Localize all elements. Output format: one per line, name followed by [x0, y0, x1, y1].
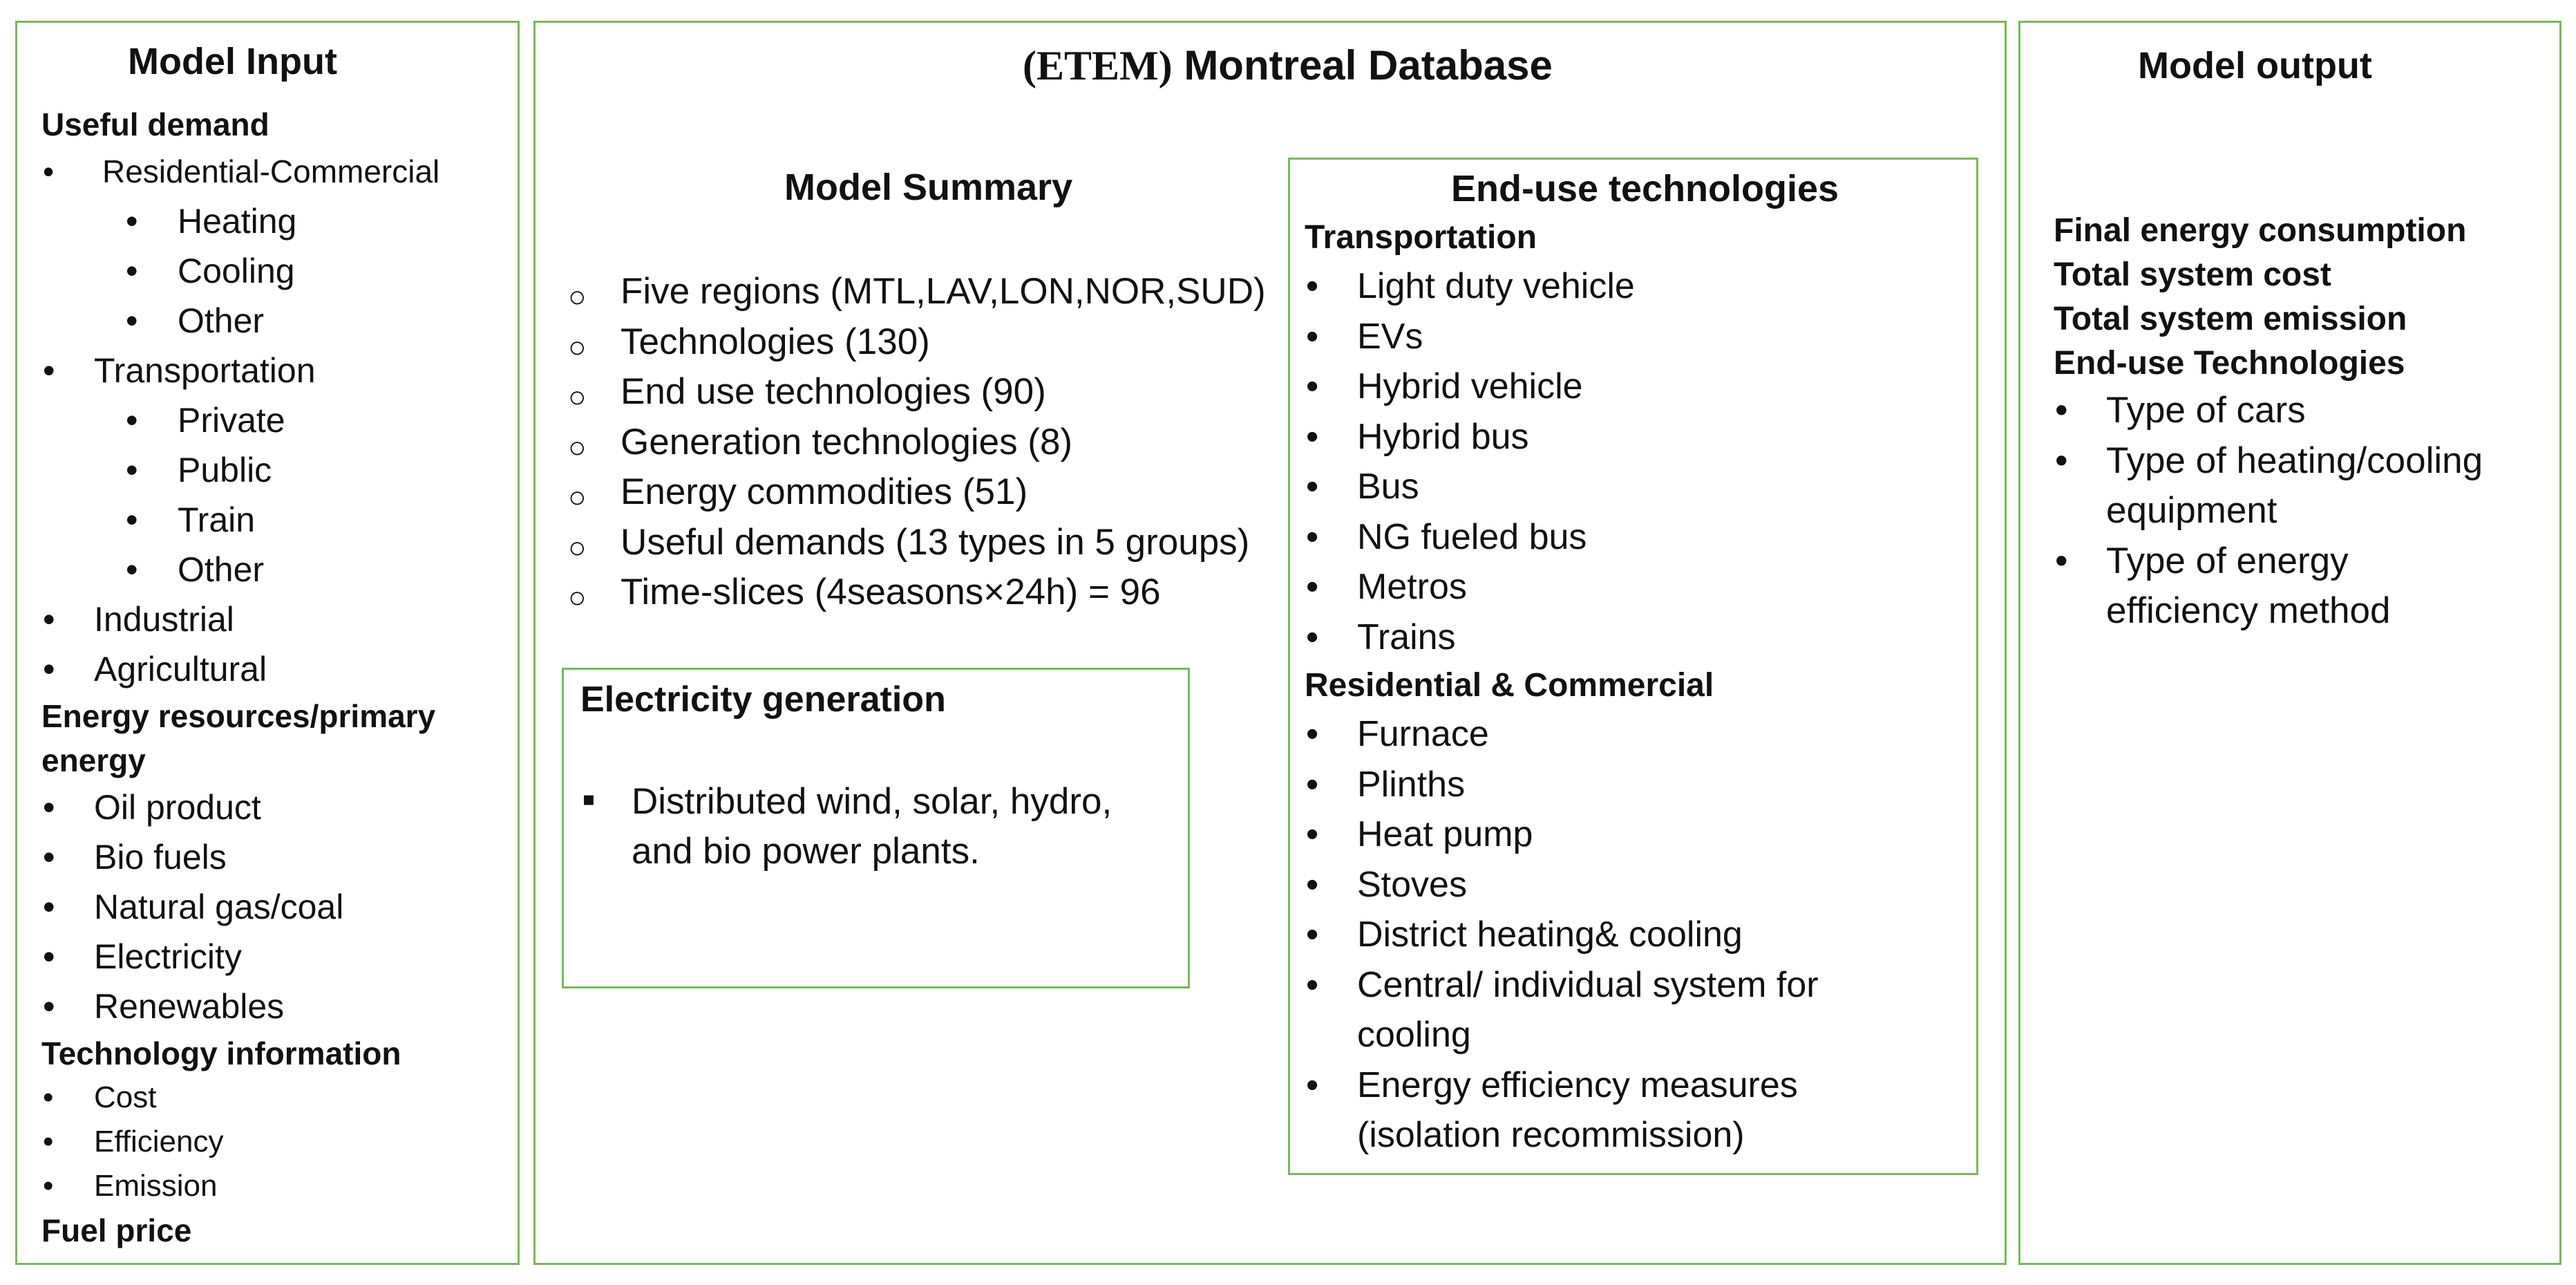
fuel-price-heading: Fuel price: [41, 1212, 192, 1248]
database-title: [1023, 41, 1553, 90]
energy-resources-heading: Energy resources/primary energy: [41, 698, 436, 778]
residential-commercial-heading: Residential & Commercial: [1305, 667, 1714, 704]
list-item: • Electricity: [41, 932, 511, 982]
list-item: • Heat pump: [1305, 809, 1968, 860]
list-item: • Heating: [41, 196, 511, 246]
list-item: • Metros: [1305, 562, 1968, 612]
list-item: • Public: [41, 445, 511, 495]
list-item: • Light duty vehicle: [1305, 261, 1968, 312]
list-item: • Other: [41, 296, 511, 346]
list-item: ▪ Distributed wind, solar, hydro, and bio power plants.: [580, 777, 1175, 876]
list-item: • Hybrid vehicle: [1305, 362, 1968, 412]
electricity-generation-title: Electricity generation: [580, 679, 946, 720]
model-output-content: [2054, 209, 2551, 637]
transportation-heading: Transportation: [1305, 219, 1537, 256]
electricity-generation-list: [580, 777, 1175, 876]
model-summary-list: [568, 267, 1266, 618]
model-input-content: [41, 102, 511, 1253]
list-item: • Other: [41, 545, 511, 594]
list-item: ○ Time-slices (4seasons×24h) = 96: [568, 568, 1266, 618]
end-use-technologies-title: End-use technologies: [1451, 168, 1839, 209]
list-item: • Hybrid bus: [1305, 412, 1968, 462]
list-item: • Type of cars: [2054, 386, 2551, 436]
list-item: • Type of heating/cooling equipment: [2054, 436, 2493, 536]
list-item: • Energy efficiency measures (isolation recommission): [1305, 1060, 1882, 1161]
list-item: • Natural gas/coal: [41, 882, 511, 932]
list-item: • Industrial: [41, 594, 511, 644]
list-item: • Bio fuels: [41, 832, 511, 882]
list-item: • District heating& cooling: [1305, 910, 1968, 960]
list-item: • Cooling: [41, 246, 511, 296]
model-output-list: [2054, 386, 2551, 637]
model-output-panel: [2018, 21, 2561, 1265]
list-item: • Efficiency: [41, 1120, 511, 1164]
output-heading: Total system cost: [2054, 256, 2331, 293]
output-heading: Total system emission: [2054, 301, 2407, 337]
end-use-technologies-content: [1305, 214, 1968, 1161]
list-item: • Train: [41, 495, 511, 545]
list-item: • Residential-Commercial: [41, 147, 511, 196]
list-item: ○ Energy commodities (51): [568, 467, 1266, 518]
list-item: • Bus: [1305, 462, 1968, 512]
list-item: • Trains: [1305, 612, 1968, 663]
list-item: ○ End use technologies (90): [568, 367, 1266, 418]
list-item: • Plinths: [1305, 760, 1968, 810]
transportation-list: [1305, 261, 1968, 662]
list-item: • Stoves: [1305, 860, 1968, 910]
database-title-prefix: (ETEM): [1023, 43, 1173, 88]
list-item: • Emission: [41, 1164, 511, 1208]
useful-demand-heading: Useful demand: [41, 106, 269, 142]
model-input-title: Model Input: [128, 41, 337, 82]
list-item: • NG fueled bus: [1305, 512, 1968, 563]
list-item: ○ Five regions (MTL,LAV,LON,NOR,SUD): [568, 267, 1266, 317]
energy-resources-list: [41, 782, 511, 1031]
list-item: • Central/ individual system for cooling: [1305, 960, 1882, 1060]
list-item: • Transportation: [41, 346, 511, 395]
output-heading: End-use Technologies: [2054, 345, 2405, 382]
residential-commercial-list: [1305, 709, 1968, 1161]
useful-demand-list: [41, 147, 511, 694]
list-item: ○ Generation technologies (8): [568, 418, 1266, 468]
list-item: • Agricultural: [41, 644, 511, 694]
list-item: • Furnace: [1305, 709, 1968, 760]
list-item: ○ Technologies (130): [568, 317, 1266, 368]
model-summary-title: Model Summary: [784, 167, 1073, 208]
list-item: • Type of energy efficiency method: [2054, 536, 2493, 637]
list-item: • Oil product: [41, 782, 511, 832]
list-item: • Private: [41, 395, 511, 445]
output-heading: Final energy consumption: [2054, 212, 2467, 249]
database-title-suffix: Montreal Database: [1172, 42, 1553, 88]
model-output-title: Model output: [2138, 45, 2372, 86]
list-item: • Cost: [41, 1076, 511, 1120]
technology-information-list: [41, 1076, 511, 1208]
list-item: • Renewables: [41, 982, 511, 1031]
list-item: • EVs: [1305, 312, 1968, 362]
technology-information-heading: Technology information: [41, 1035, 401, 1071]
list-item: ○ Useful demands (13 types in 5 groups): [568, 518, 1266, 568]
